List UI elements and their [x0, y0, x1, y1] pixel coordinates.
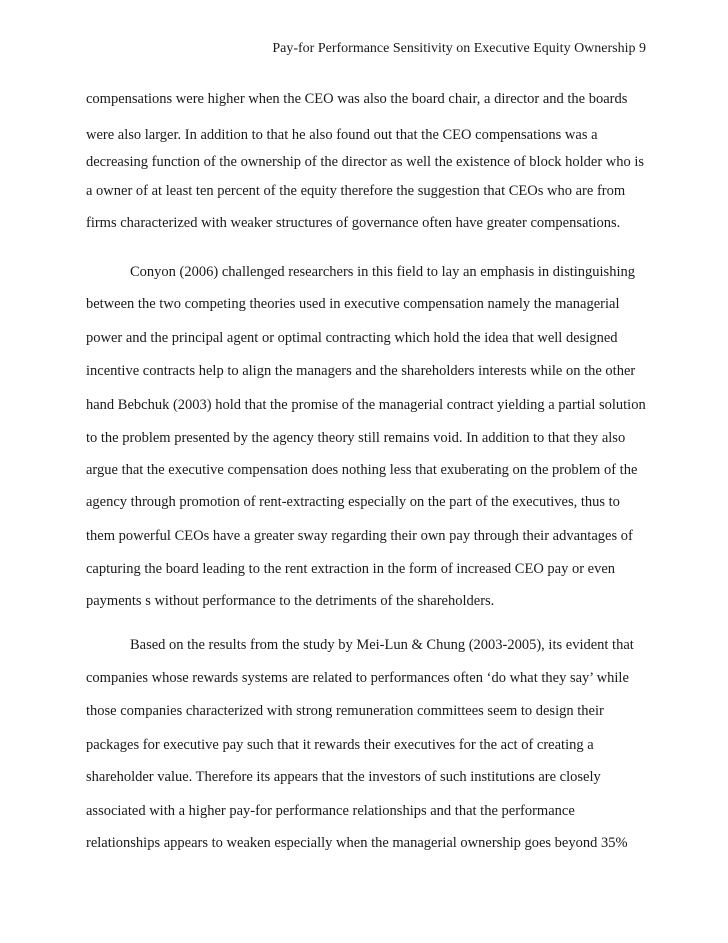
paragraph-line: shareholder value. Therefore its appears that the investors of such institutions are closely	[86, 769, 601, 785]
paragraph-line: them powerful CEOs have a greater sway regarding their own pay through their advantages of	[86, 528, 633, 544]
paragraph-line: between the two competing theories used in executive compensation namely the managerial	[86, 296, 620, 312]
paragraph-line: argue that the executive compensation does nothing less that exuberating on the problem of the	[86, 462, 638, 478]
paragraph-line: hand Bebchuk (2003) hold that the promise of the managerial contract yielding a partial solution	[86, 397, 646, 413]
paragraph-line: firms characterized with weaker structures of governance often have greater compensations.	[86, 215, 621, 231]
paragraph-line: those companies characterized with strong remuneration committees seem to design their	[86, 703, 604, 719]
paragraph-line: a owner of at least ten percent of the equity therefore the suggestion that CEOs who are from	[86, 183, 626, 199]
paragraph-line: incentive contracts help to align the managers and the shareholders interests while on the other	[86, 363, 636, 379]
paragraph-line: were also larger. In addition to that he also found out that the CEO compensations was a	[86, 127, 598, 143]
paragraph-line: Conyon (2006) challenged researchers in this field to lay an emphasis in distinguishing	[130, 264, 635, 280]
paragraph-line: compensations were higher when the CEO was also the board chair, a director and the boards	[86, 91, 628, 107]
paragraph-line: Based on the results from the study by Mei-Lun & Chung (2003-2005), its evident that	[130, 637, 634, 653]
paragraph-line: capturing the board leading to the rent extraction in the form of increased CEO pay or even	[86, 561, 616, 577]
running-head: Pay-for Performance Sensitivity on Executive Equity Ownership 9	[272, 41, 646, 56]
paragraph-line: companies whose rewards systems are related to performances often ‘do what they say’ while	[86, 670, 629, 686]
paragraph-line: power and the principal agent or optimal contracting which hold the idea that well designed	[86, 330, 618, 346]
paragraph-line: relationships appears to weaken especially when the managerial ownership goes beyond 35%	[86, 835, 628, 851]
paragraph-line: associated with a higher pay-for performance relationships and that the performance	[86, 803, 575, 819]
paragraph-line: to the problem presented by the agency theory still remains void. In addition to that they also	[86, 430, 626, 446]
paragraph-line: payments s without performance to the detriments of the shareholders.	[86, 593, 495, 609]
paragraph-line: packages for executive pay such that it rewards their executives for the act of creating a	[86, 737, 594, 753]
paragraph-line: decreasing function of the ownership of the director as well the existence of block holder who is	[86, 154, 645, 170]
paragraph-line: agency through promotion of rent-extracting especially on the part of the executives, thus to	[86, 494, 620, 510]
